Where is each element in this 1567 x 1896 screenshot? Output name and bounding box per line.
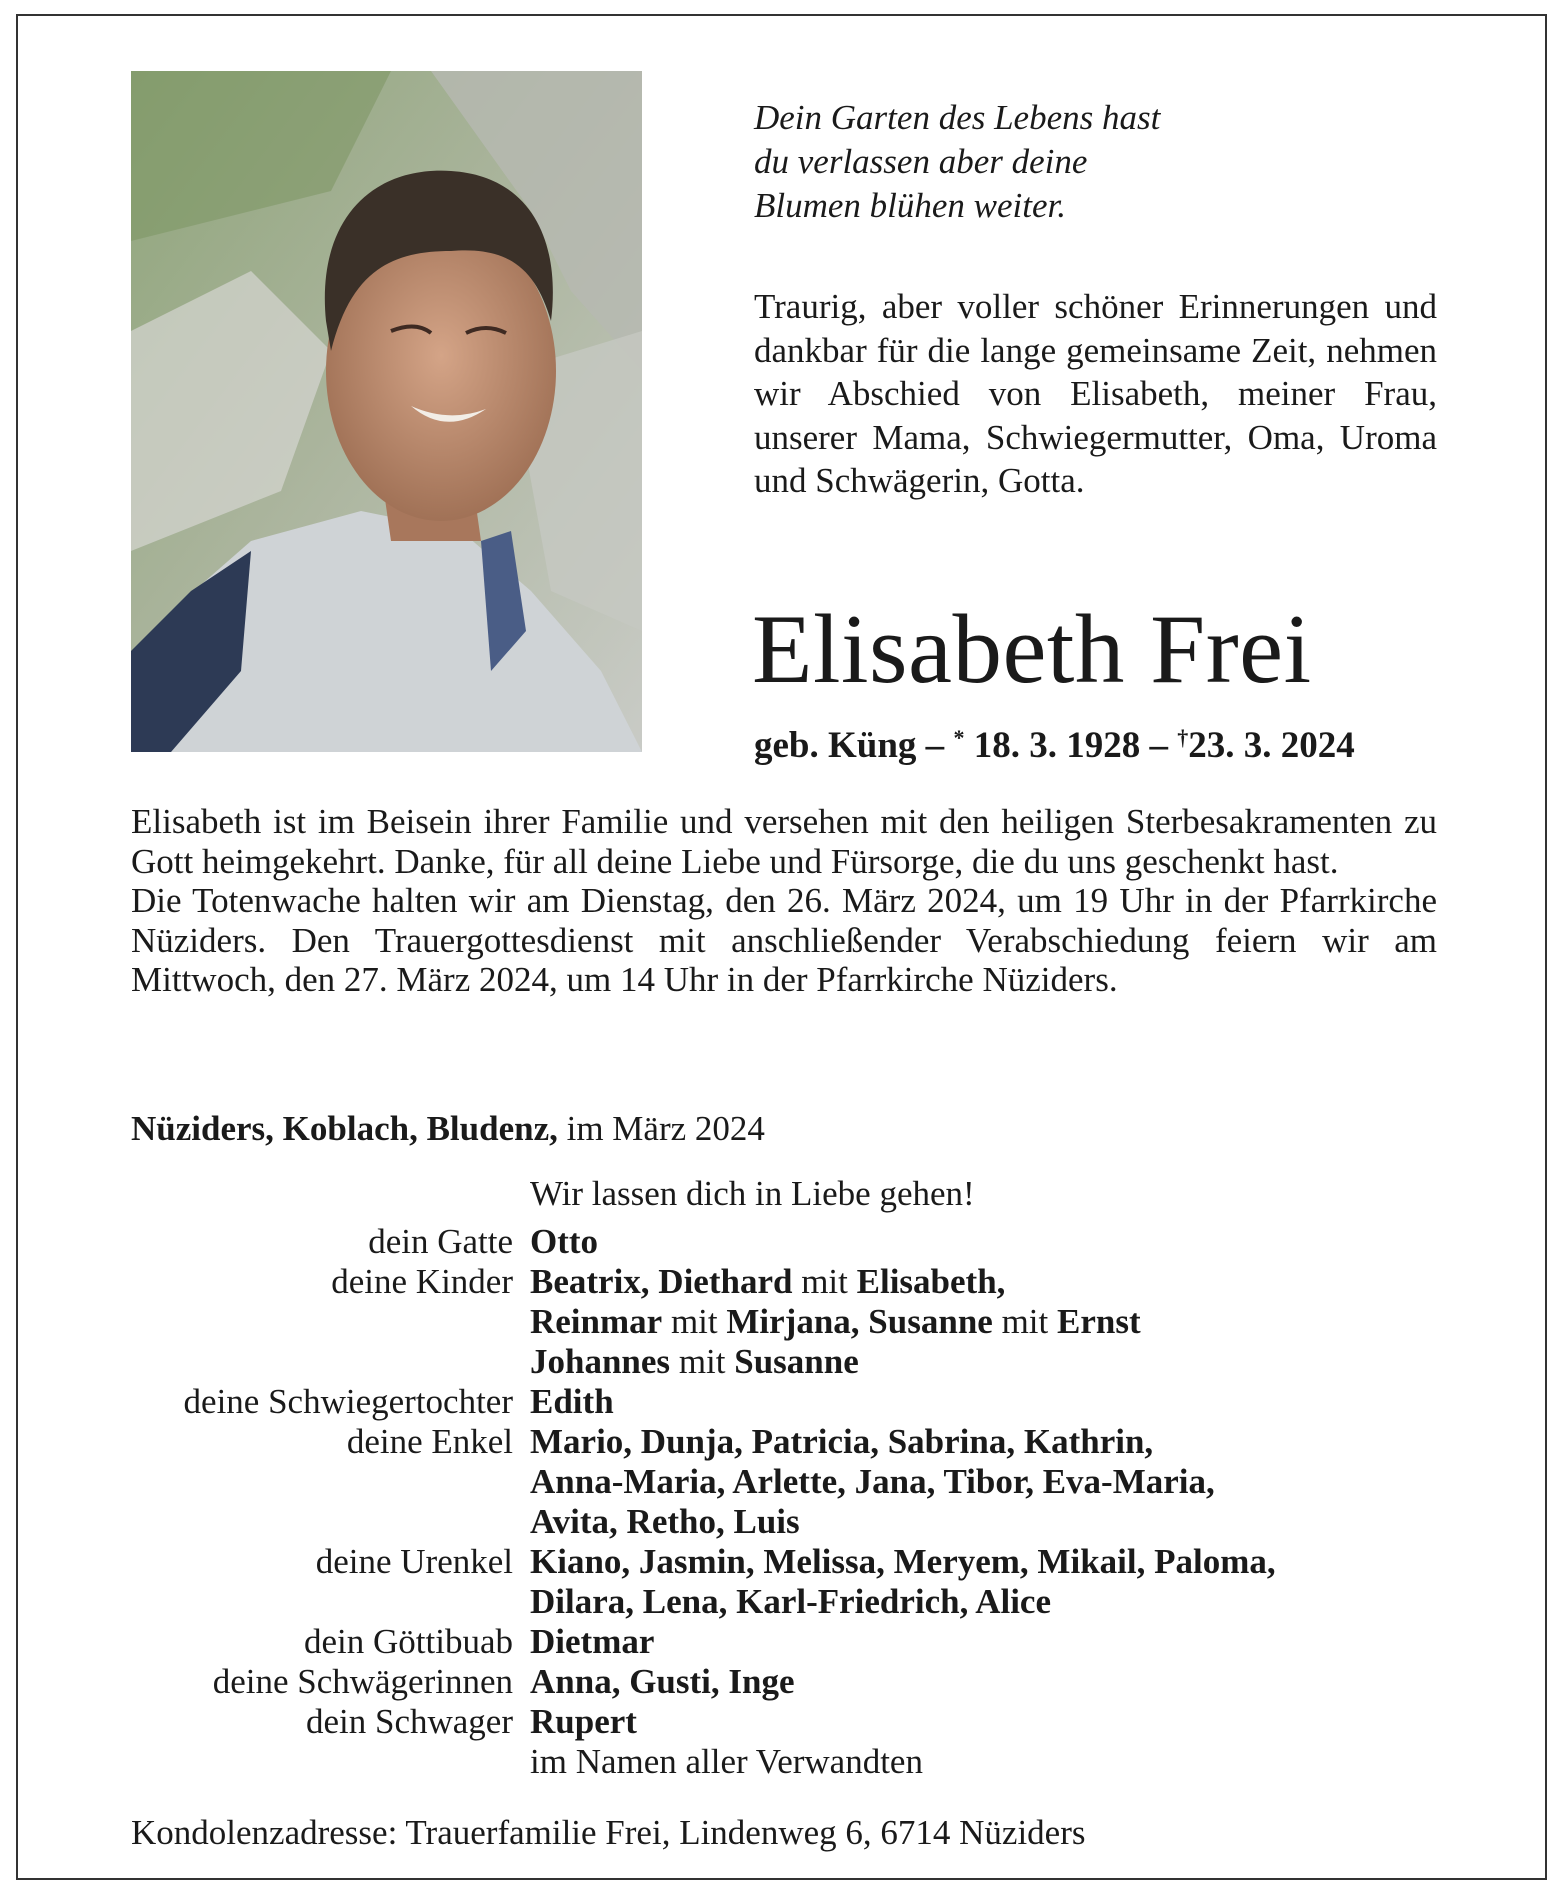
family-row	[100, 1582, 1480, 1622]
relative-names	[530, 1262, 1005, 1302]
family-row	[100, 1502, 1480, 1542]
family-closing: im Namen aller Verwandten	[530, 1742, 923, 1781]
relative-name: Mario, Dunja, Patricia, Sabrina, Kathrin,	[530, 1422, 1154, 1461]
date-separator: –	[1149, 725, 1168, 766]
family-list	[100, 1222, 1480, 1782]
relation-label: deine Kinder	[331, 1262, 513, 1301]
relative-names	[530, 1542, 1276, 1582]
relation-label: dein Schwager	[305, 1702, 513, 1741]
relative-name: Johannes	[530, 1342, 671, 1381]
death-symbol: †	[1177, 725, 1189, 750]
portrait-image	[131, 71, 642, 752]
relative-names	[530, 1342, 859, 1382]
family-row	[100, 1662, 1480, 1702]
relative-names	[530, 1502, 800, 1542]
farewell-line: Wir lassen dich in Liebe gehen!	[530, 1174, 975, 1213]
family-row	[100, 1382, 1480, 1422]
family-row	[100, 1462, 1480, 1502]
notice-date: im März 2024	[566, 1109, 765, 1148]
portrait-photo	[131, 71, 642, 752]
relative-names	[530, 1302, 1141, 1342]
relative-name: Mirjana, Susanne	[726, 1302, 993, 1341]
relative-name: Reinmar	[530, 1302, 663, 1341]
relation-label: deine Enkel	[346, 1422, 513, 1461]
birth-date: 18. 3. 1928	[973, 725, 1141, 766]
body-paragraph: Elisabeth ist im Beisein ihrer Familie und versehen mit den heiligen Sterbesakramenten zu Gott heimgekehrt. Danke, für all deine Liebe und Fürsorge, die du uns geschenkt hast.	[131, 802, 1437, 881]
relative-name: Rupert	[530, 1702, 637, 1741]
relative-name: Dietmar	[530, 1622, 655, 1661]
relation-label: deine Schwiegertochter	[183, 1382, 513, 1421]
connector-text: mit	[662, 1302, 727, 1341]
memorial-quote	[754, 96, 1454, 228]
connector-text: mit	[670, 1342, 735, 1381]
relative-name: Edith	[530, 1382, 614, 1421]
deceased-name: Elisabeth Frei	[752, 595, 1312, 704]
relation-label	[100, 1462, 530, 1502]
notice-body	[131, 802, 1437, 1000]
family-row	[100, 1302, 1480, 1342]
relative-name: Elisabeth,	[856, 1262, 1006, 1301]
family-row	[100, 1702, 1480, 1742]
relation-label	[100, 1582, 530, 1622]
relative-names	[530, 1382, 614, 1422]
relative-name: Kiano, Jasmin, Melissa, Meryem, Mikail, Paloma,	[530, 1542, 1276, 1581]
relative-name: Susanne	[734, 1342, 859, 1381]
maiden-name: geb. Küng –	[754, 725, 945, 766]
relative-name: Ernst	[1057, 1302, 1141, 1341]
relative-names	[530, 1582, 1051, 1622]
body-paragraph: Die Totenwache halten wir am Dienstag, den 26. März 2024, um 19 Uhr in der Pfarrkirche Nüziders. Den Trauergottesdienst mit anschließender Verabschiedung feiern wir am Mittwoch, den 27. März 2024, um 14 Uhr in der Pfarrkirche Nüziders.	[131, 881, 1437, 999]
relative-names	[530, 1702, 637, 1742]
towns: Nüziders, Koblach, Bludenz,	[131, 1109, 558, 1148]
connector-text: mit	[792, 1262, 857, 1301]
quote-line: Dein Garten des Lebens hast	[754, 98, 1161, 137]
death-date: 23. 3. 2024	[1188, 725, 1355, 766]
relation-label: deine Urenkel	[315, 1542, 513, 1581]
family-row	[100, 1262, 1480, 1302]
family-row	[100, 1622, 1480, 1662]
relation-label	[100, 1302, 530, 1342]
family-row	[100, 1222, 1480, 1262]
relative-names	[530, 1622, 654, 1662]
intro-paragraph: Traurig, aber voller schöner Erinnerungen und dankbar für die lange gemeinsame Zeit, nehmen wir Abschied von Elisabeth, meiner Frau, unserer Mama, Schwiegermutter, Oma, Uroma und Schwägerin, Gotta.	[754, 287, 1437, 500]
family-row	[100, 1422, 1480, 1462]
connector-text: mit	[992, 1302, 1058, 1341]
relative-names	[530, 1222, 598, 1262]
relative-name: Otto	[530, 1222, 599, 1261]
relation-label: dein Göttibuab	[304, 1622, 513, 1661]
relation-label: dein Gatte	[368, 1222, 513, 1261]
relative-name: Dilara, Lena, Karl-Friedrich, Alice	[530, 1582, 1052, 1621]
place-date-line	[131, 1108, 1131, 1150]
relative-names	[530, 1462, 1215, 1502]
relation-label	[100, 1342, 530, 1382]
quote-line: Blumen blühen weiter.	[754, 186, 1067, 225]
relation-label: deine Schwägerinnen	[212, 1662, 513, 1701]
birth-symbol: *	[953, 725, 965, 750]
relative-name: Avita, Retho, Luis	[530, 1502, 800, 1541]
condolence-address: Kondolenzadresse: Trauerfamilie Frei, Lindenweg 6, 6714 Nüziders	[131, 1813, 1086, 1852]
family-row	[100, 1542, 1480, 1582]
family-row	[100, 1342, 1480, 1382]
relative-name: Beatrix, Diethard	[530, 1262, 793, 1301]
relative-names	[530, 1662, 795, 1702]
relative-names	[530, 1422, 1153, 1462]
life-dates	[754, 716, 1514, 768]
relation-label	[100, 1502, 530, 1542]
quote-line: du verlassen aber deine	[754, 142, 1088, 181]
relative-name: Anna-Maria, Arlette, Jana, Tibor, Eva-Maria,	[530, 1462, 1215, 1501]
relative-name: Anna, Gusti, Inge	[530, 1662, 795, 1701]
